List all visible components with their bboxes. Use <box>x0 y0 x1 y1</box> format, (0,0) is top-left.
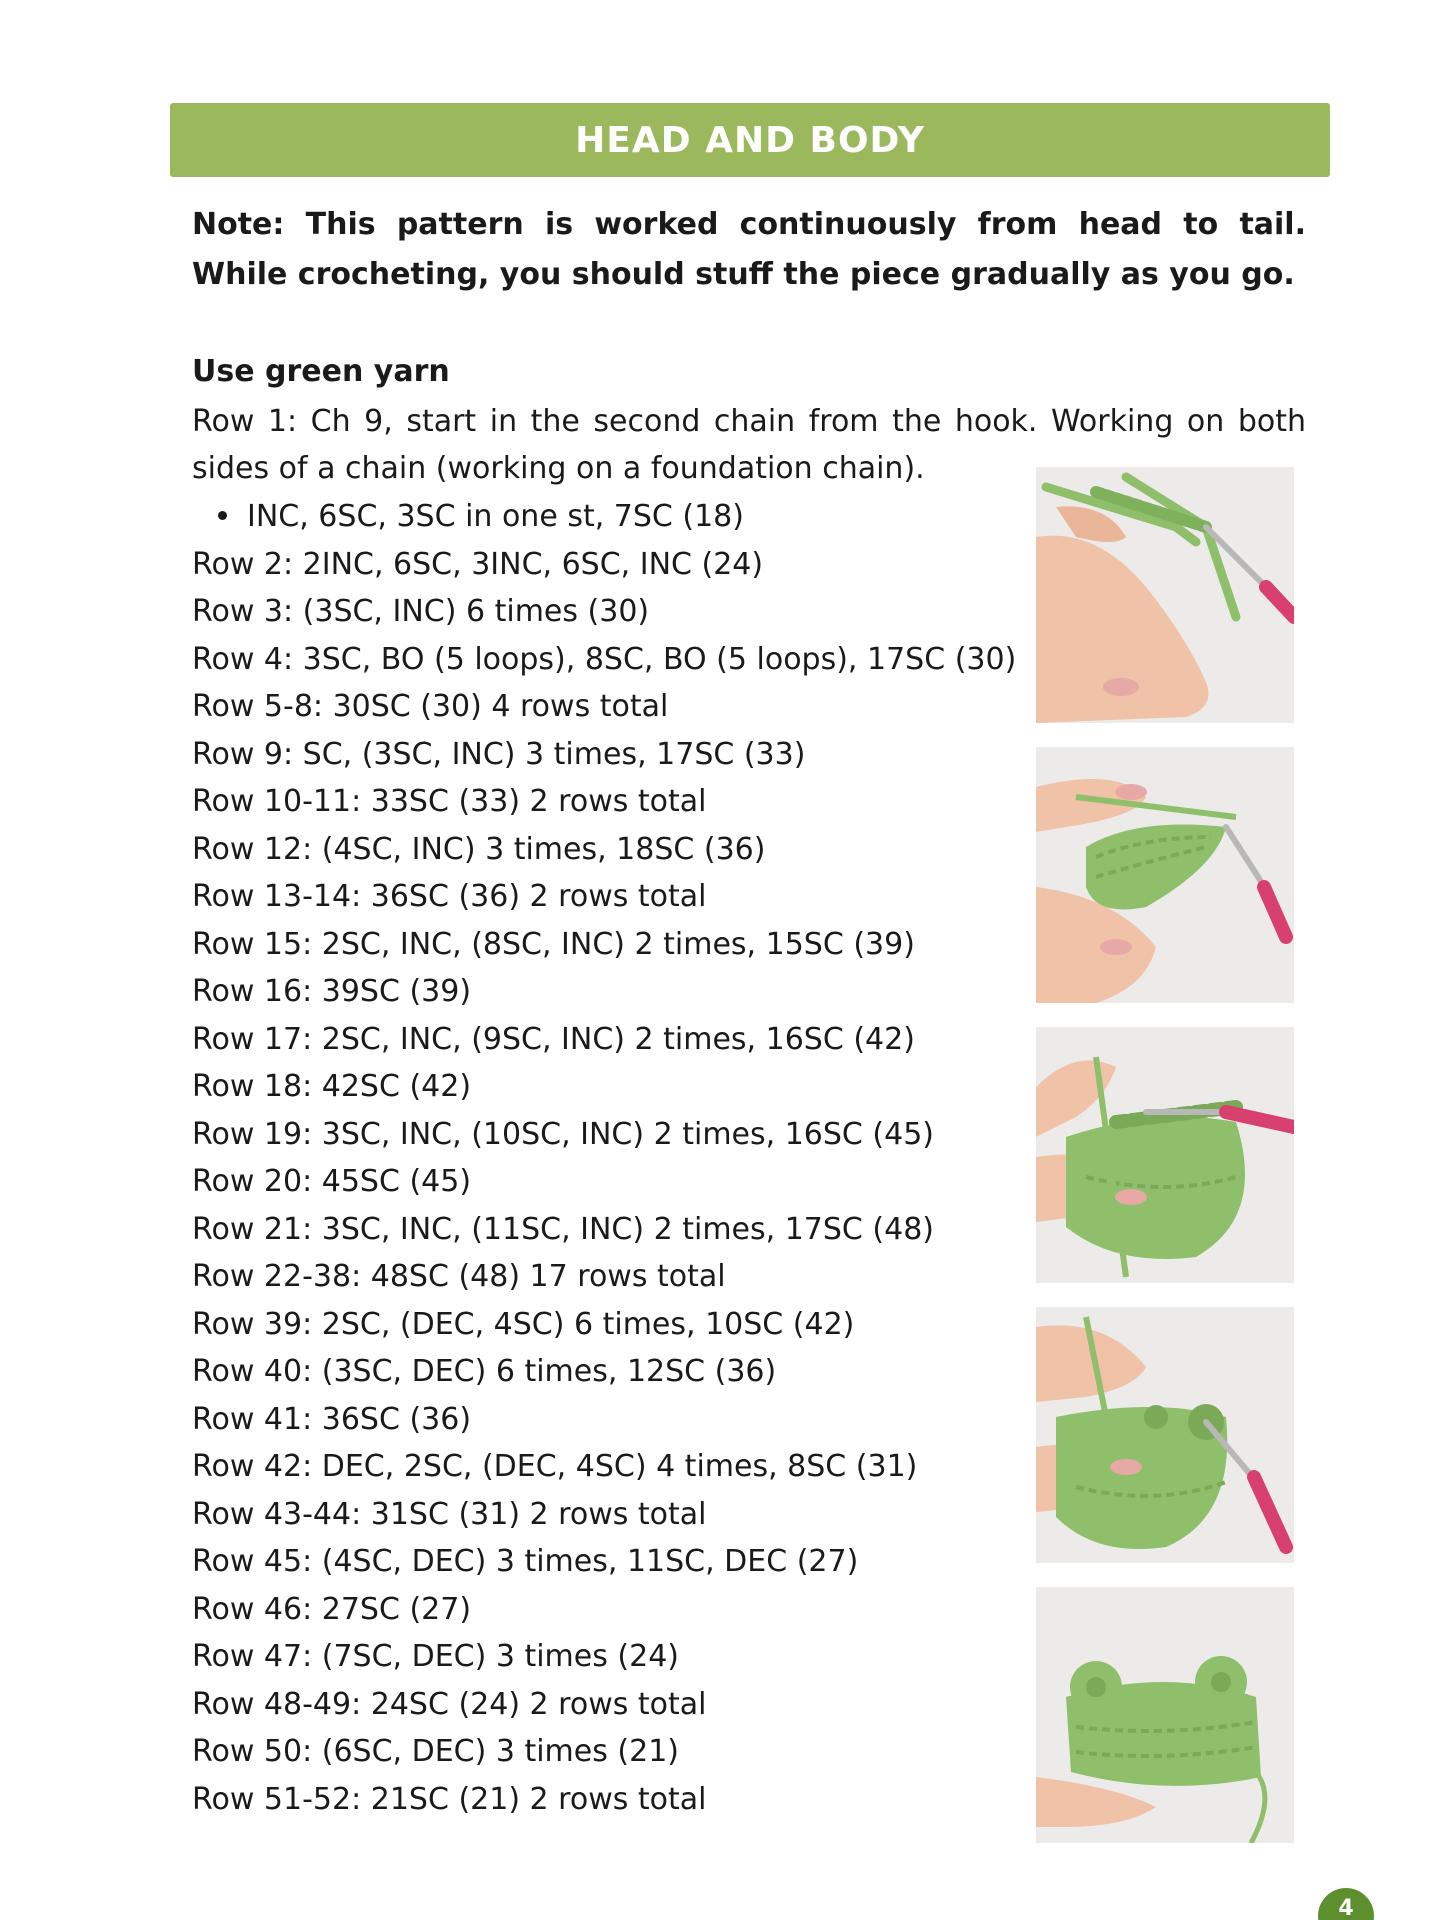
bullet-icon <box>218 511 227 520</box>
crochet-step-photo-4 <box>1036 1307 1294 1563</box>
section-header-bar <box>170 103 1330 177</box>
crochet-step-photo-1 <box>1036 467 1294 723</box>
instruction-row: Row 47: (7SC, DEC) 3 times (24) <box>192 1639 679 1674</box>
instruction-row: Row 48-49: 24SC (24) 2 rows total <box>192 1686 707 1722</box>
instruction-row: Row 39: 2SC, (DEC, 4SC) 6 times, 10SC (42) <box>192 1306 855 1342</box>
instruction-row: Row 20: 45SC (45) <box>192 1164 472 1199</box>
instruction-row: Row 43-44: 31SC (31) 2 rows total <box>192 1496 707 1532</box>
crochet-step-photo-3 <box>1036 1027 1294 1283</box>
instruction-row: Row 19: 3SC, INC, (10SC, INC) 2 times, 16SC (45) <box>192 1116 935 1152</box>
crochet-step-photo-5 <box>1036 1587 1294 1843</box>
instruction-row: Row 22-38: 48SC (48) 17 rows total <box>192 1259 726 1294</box>
instruction-row: Row 2: 2INC, 6SC, 3INC, 6SC, INC (24) <box>192 546 764 582</box>
instruction-row: Row 18: 42SC (42) <box>192 1069 472 1104</box>
instruction-row: Row 21: 3SC, INC, (11SC, INC) 2 times, 17SC (48) <box>192 1211 935 1247</box>
section-title: HEAD AND BODY <box>575 119 925 161</box>
instruction-row: Row 10-11: 33SC (33) 2 rows total <box>192 784 707 819</box>
instruction-row: Row 15: 2SC, INC, (8SC, INC) 2 times, 15SC (39) <box>192 926 915 962</box>
instruction-row: Row 12: (4SC, INC) 3 times, 18SC (36) <box>192 831 766 867</box>
instruction-row: Row 4: 3SC, BO (5 loops), 8SC, BO (5 loops), 17SC (30) <box>192 641 1017 677</box>
instruction-row: Row 3: (3SC, INC) 6 times (30) <box>192 594 650 629</box>
instruction-row: Row 45: (4SC, DEC) 3 times, 11SC, DEC (27) <box>192 1544 859 1579</box>
instruction-row: Row 17: 2SC, INC, (9SC, INC) 2 times, 16SC (42) <box>192 1021 915 1057</box>
instruction-row: Row 50: (6SC, DEC) 3 times (21) <box>192 1734 679 1769</box>
instruction-row: Row 40: (3SC, DEC) 6 times, 12SC (36) <box>192 1354 777 1389</box>
instruction-row: INC, 6SC, 3SC in one st, 7SC (18) <box>192 493 1032 541</box>
instruction-row: Row 16: 39SC (39) <box>192 974 472 1009</box>
row-1-instruction: Row 1: Ch 9, start in the second chain from the hook. Working on both sides of a chain (working on a foundation chain). <box>192 404 1306 486</box>
yarn-label: Use green yarn <box>192 354 450 389</box>
crochet-step-photo-2 <box>1036 747 1294 1003</box>
instruction-row: Row 51-52: 21SC (21) 2 rows total <box>192 1781 707 1817</box>
instruction-row: Row 42: DEC, 2SC, (DEC, 4SC) 4 times, 8SC (31) <box>192 1449 918 1484</box>
page-number-badge: 4 <box>1318 1888 1374 1920</box>
instruction-row: Row 46: 27SC (27) <box>192 1591 472 1627</box>
pattern-note: Note: This pattern is worked continuously from head to tail. While crocheting, you should stuff the piece gradually as you go. <box>192 207 1306 292</box>
instruction-row: Row 9: SC, (3SC, INC) 3 times, 17SC (33) <box>192 736 806 772</box>
instruction-row: Row 5-8: 30SC (30) 4 rows total <box>192 689 669 724</box>
step-photos-column <box>1036 467 1294 1867</box>
instruction-list <box>192 493 1032 1823</box>
instruction-row: Row 13-14: 36SC (36) 2 rows total <box>192 879 707 914</box>
instruction-row: Row 41: 36SC (36) <box>192 1401 472 1437</box>
